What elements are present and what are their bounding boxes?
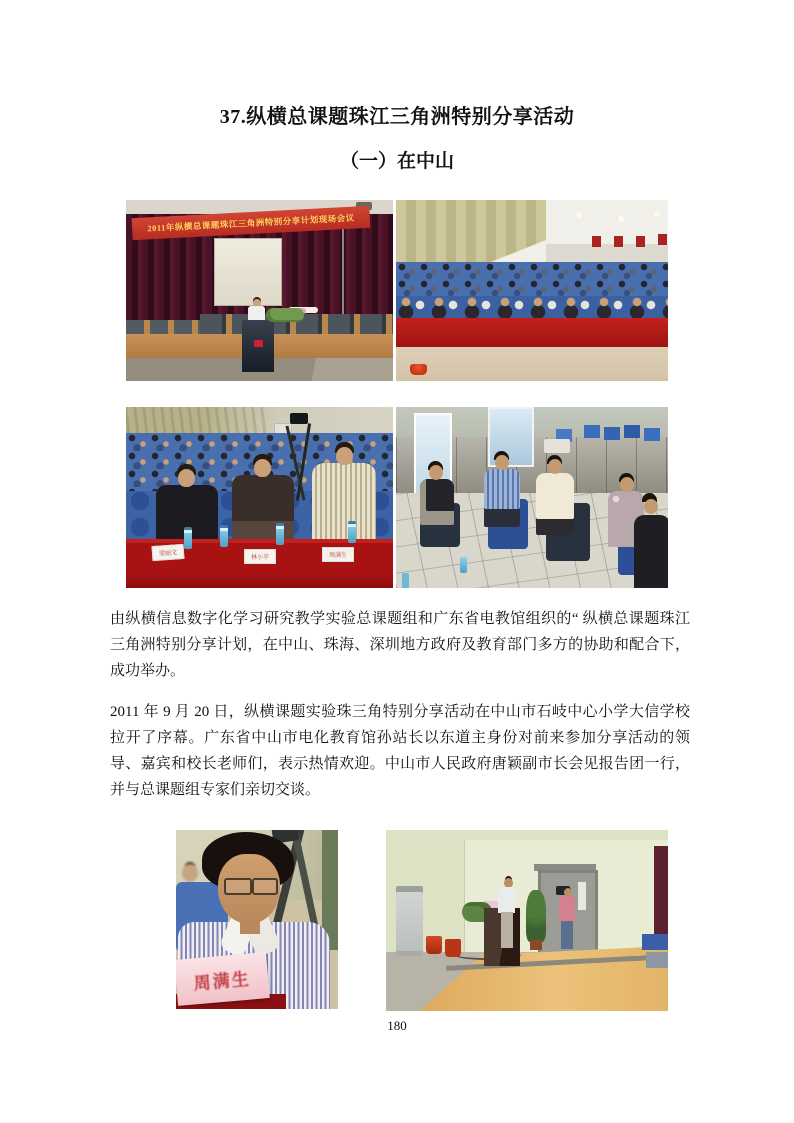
wall-plaques xyxy=(592,236,601,247)
name-card-right-text: 周满生 xyxy=(328,553,347,559)
glasses-icon xyxy=(252,878,278,895)
water-bottle xyxy=(348,521,356,543)
blue-storage-bins xyxy=(584,425,600,438)
page-number: 180 xyxy=(387,1018,407,1033)
red-flower-pots xyxy=(426,936,442,954)
water-bottle xyxy=(460,557,467,573)
name-card-text: 周满生 xyxy=(192,969,252,993)
background-person xyxy=(182,864,198,882)
seated-woman-foreground xyxy=(634,515,668,588)
water-bottle xyxy=(184,527,192,549)
podium-logo xyxy=(254,340,263,347)
photo-school-stage xyxy=(386,830,668,1011)
hall-floor xyxy=(396,347,668,381)
video-camera-icon xyxy=(290,413,308,424)
guest-right-head xyxy=(336,447,353,465)
name-card xyxy=(176,952,270,1006)
guest-left-head xyxy=(178,469,195,487)
photo-conference-stage xyxy=(126,200,393,381)
head xyxy=(548,459,562,474)
water-bottle xyxy=(276,523,284,545)
page-subtitle: （一）在中山 xyxy=(339,151,454,172)
name-card-middle-text: 林小苹 xyxy=(250,555,269,561)
name-card-left-text: 梁丽文 xyxy=(158,550,178,558)
photo-group-discussion xyxy=(396,407,668,588)
photo-zhou-mansheng-closeup xyxy=(176,830,338,1009)
photographer-legs xyxy=(561,921,573,949)
paragraph-event: 2011 年 9 月 20 日，纵横课题实验珠三角特别分享活动在中山市石岐中心小学大信学校拉开了序幕。广东省中山市电化教育馆孙站长以东道主身份对前来参加分享活动的领导、嘉宾和校长老师们，表示热情欢迎。中山市人民政府唐颖副市长会见报告团一行，并与总课题组专家们亲切交谈。 xyxy=(110,704,690,798)
head xyxy=(495,455,509,470)
speaker-body xyxy=(498,887,515,913)
water-bottle xyxy=(220,525,228,547)
ceiling-edge xyxy=(386,830,668,840)
potted-plant xyxy=(526,890,546,942)
printer xyxy=(544,439,570,453)
seated-woman-left xyxy=(420,479,454,525)
page-title: 37.纵横总课题珠江三角洲特别分享活动 xyxy=(219,106,575,128)
seated-man-striped-shirt xyxy=(484,469,520,527)
blue-desk xyxy=(642,934,668,950)
speaker-legs xyxy=(501,912,513,948)
name-card-right xyxy=(322,547,354,562)
stage-pole xyxy=(342,216,344,330)
head xyxy=(644,499,658,514)
name-card-middle xyxy=(244,549,276,564)
red-table-skirt xyxy=(396,318,668,347)
event-banner-text: 2011年纵横总课题珠江三角洲特别分享计划现场会议 xyxy=(147,212,355,234)
guest-right-body xyxy=(312,463,376,541)
guest-middle-body xyxy=(232,475,294,541)
door-window xyxy=(578,882,586,910)
podium-flowers xyxy=(266,308,304,322)
paragraph-intro: 由纵横信息数字化学习研究教学实验总课题组和广东省电教馆组织的“ 纵横总课题珠江三角洲特别分享计划，在中山、珠海、深圳地方政府及教育部门多方的协助和配合下，成功举办。 xyxy=(110,611,690,679)
photo-vip-table xyxy=(126,407,393,588)
projection-screen xyxy=(214,238,282,306)
air-conditioner xyxy=(396,886,423,956)
head xyxy=(429,465,443,480)
guest-middle-head xyxy=(254,459,271,477)
seated-man-white-shirt xyxy=(536,473,574,535)
glasses-icon xyxy=(224,878,252,895)
name-card-left xyxy=(152,544,185,561)
photo-audience-hall xyxy=(396,200,668,381)
plant-pot xyxy=(530,940,542,950)
head xyxy=(620,477,634,492)
photographer-body xyxy=(559,896,575,922)
red-flower-pots xyxy=(410,364,427,375)
